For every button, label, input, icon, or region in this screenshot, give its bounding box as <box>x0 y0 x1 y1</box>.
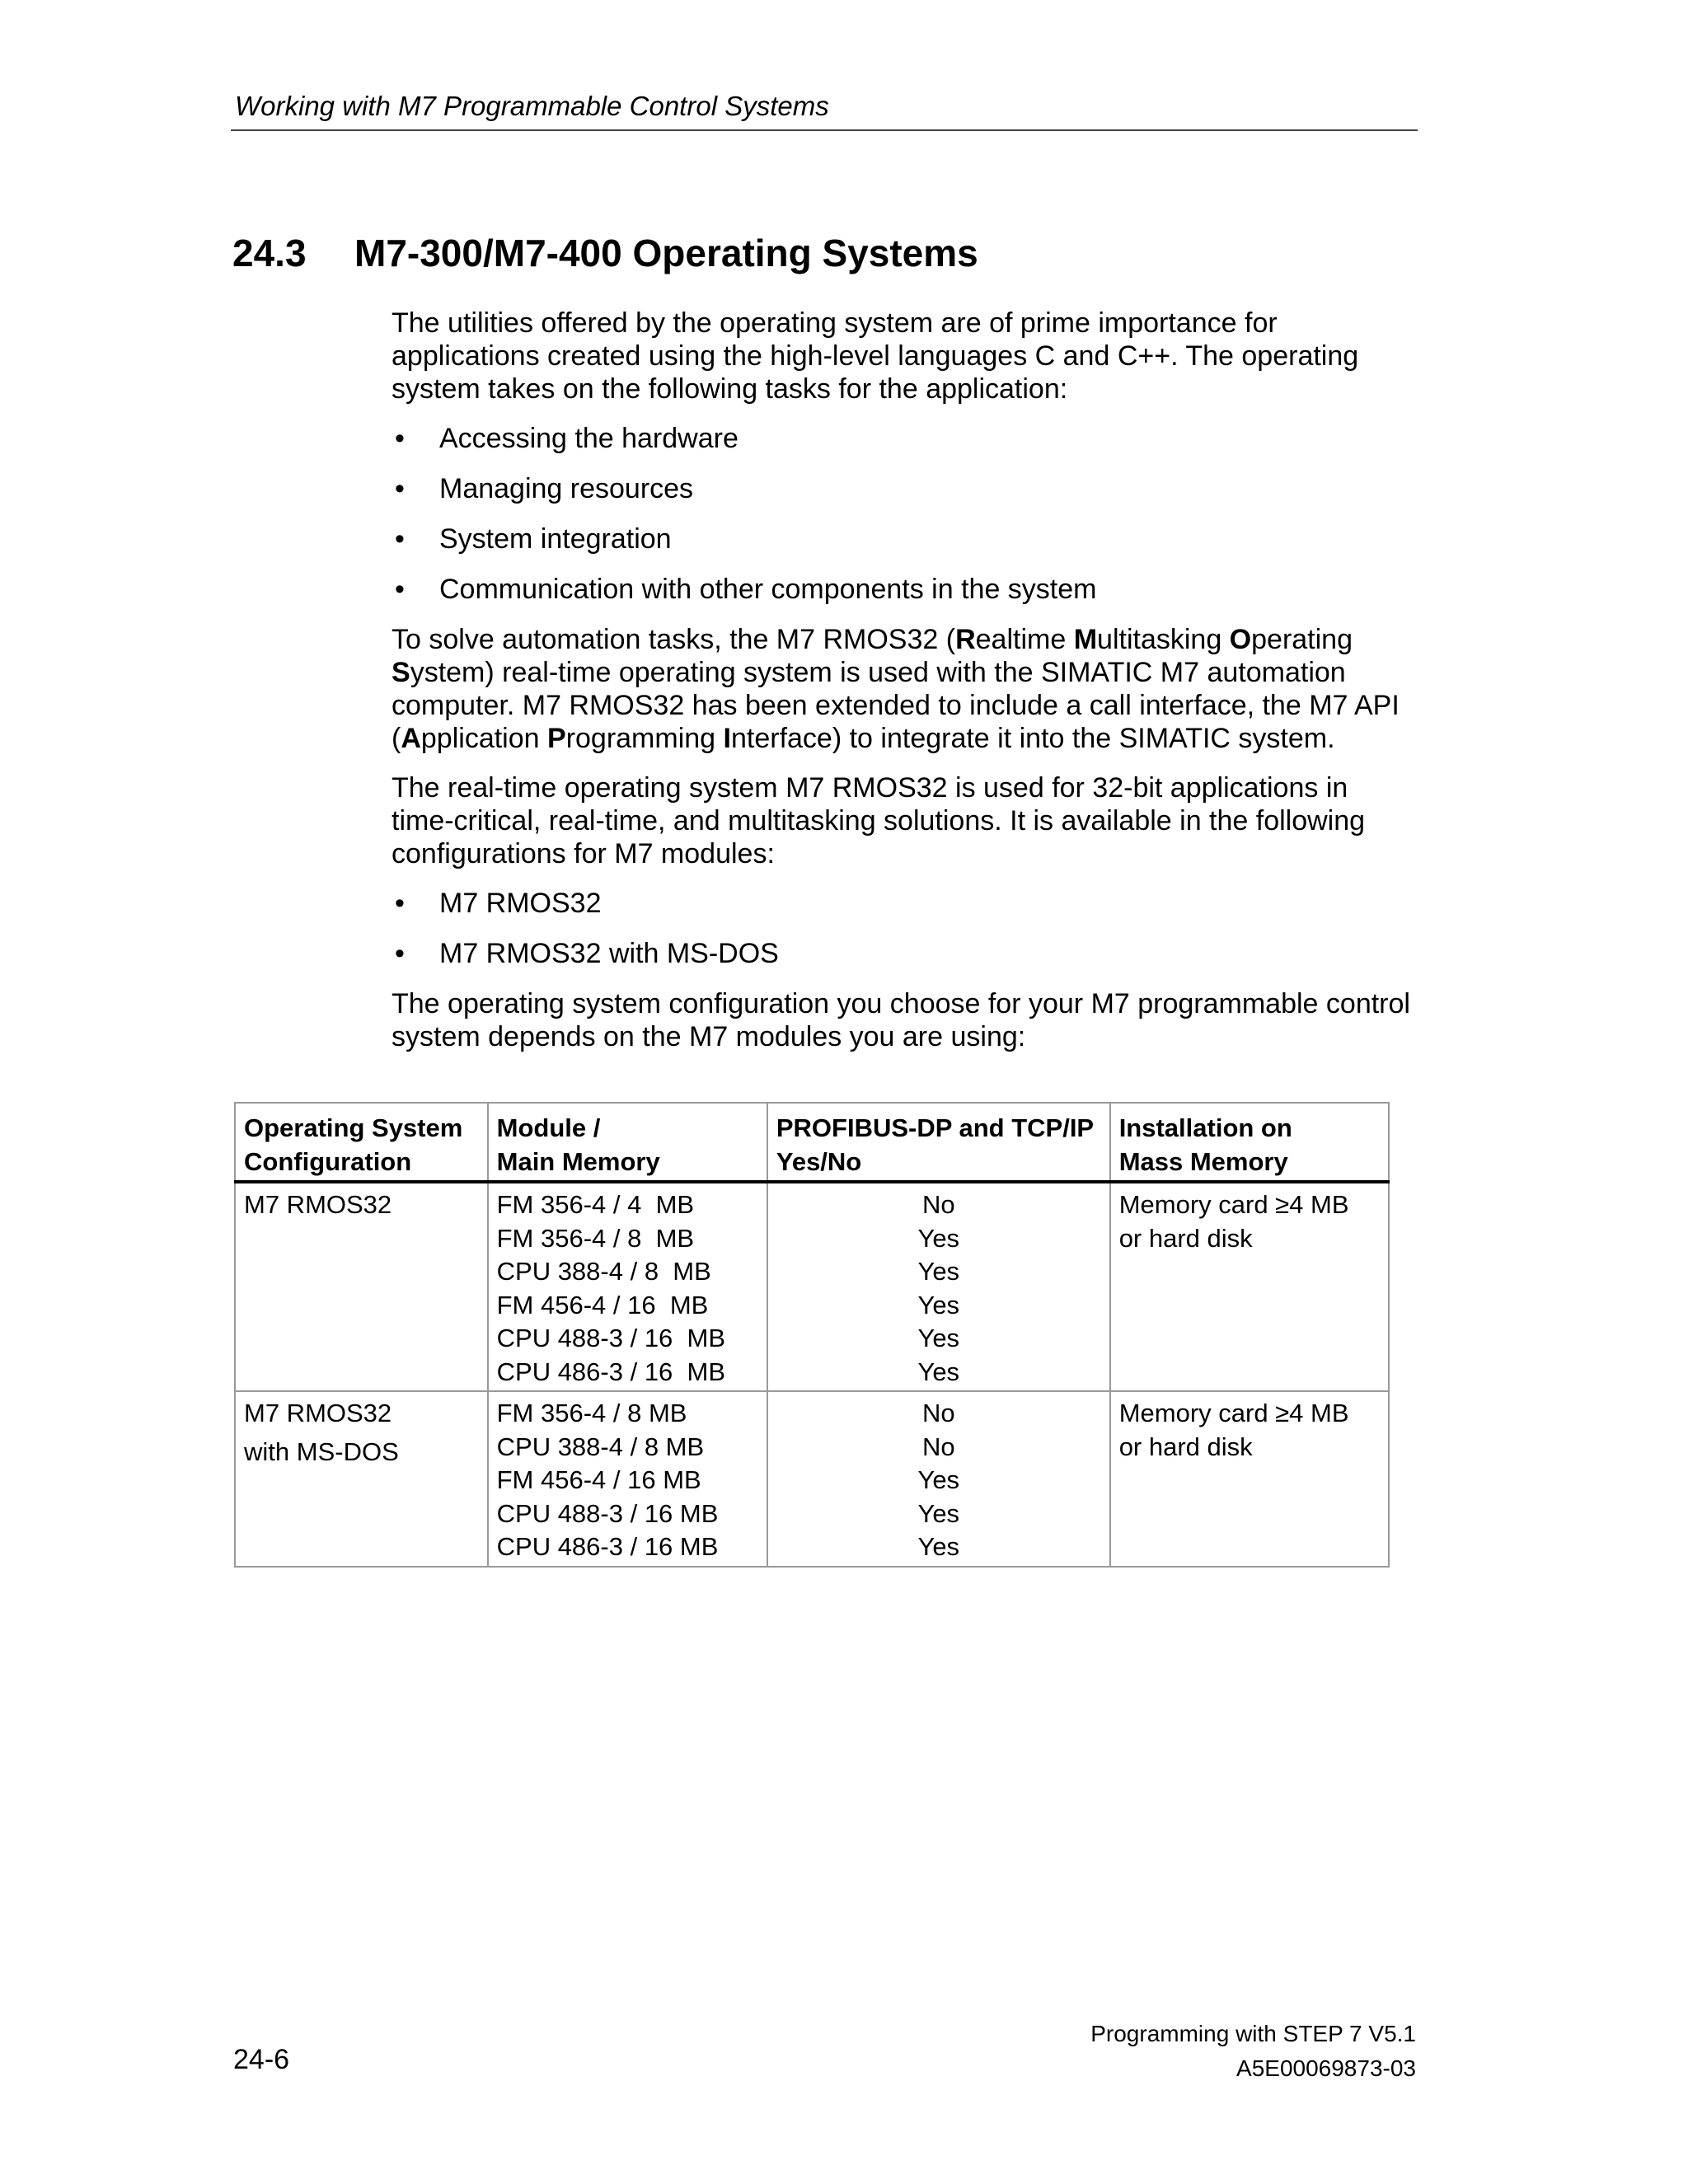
task-list <box>392 422 1414 606</box>
bullet-icon: • <box>395 523 405 555</box>
choice-paragraph: The operating system configuration you choose for your M7 programmable control system depends on the M7 modules you are using: <box>392 988 1410 1052</box>
profibus-cell: No No Yes Yes Yes <box>767 1391 1110 1567</box>
header-profibus: PROFIBUS-DP and TCP/IP Yes/No <box>767 1103 1110 1182</box>
modules-cell: FM 356-4 / 8 MB CPU 388-4 / 8 MB FM 456-4 / 16 MB CPU 488-3 / 16 MB CPU 486-3 / 16 MB <box>488 1391 767 1567</box>
list-item: • Accessing the hardware <box>395 423 738 454</box>
bullet-icon: • <box>395 574 405 605</box>
modules-cell: FM 356-4 / 4 MB FM 356-4 / 8 MB CPU 388-4 / 8 MB FM 456-4 / 16 MB CPU 488-3 / 16 MB CPU 486-3 / 16 MB <box>488 1182 767 1391</box>
list-item: • Communication with other components in the system <box>395 574 1097 605</box>
realtime-paragraph: The real-time operating system M7 RMOS32 is used for 32-bit applications in time-critical, real-time, and multitasking solutions. It is available in the following configurations for M7 modules: <box>392 772 1366 869</box>
footer-document-info <box>1090 2017 1416 2086</box>
section-heading <box>232 231 978 275</box>
section-number: 24.3 <box>232 232 307 274</box>
installation-cell: Memory card ≥4 MB or hard disk <box>1110 1182 1389 1391</box>
header-installation: Installation on Mass Memory <box>1110 1103 1389 1182</box>
os-configuration-table <box>234 1102 1390 1568</box>
installation-cell: Memory card ≥4 MB or hard disk <box>1110 1391 1389 1567</box>
table-row <box>235 1182 1389 1391</box>
section-title: M7-300/M7-400 Operating Systems <box>354 232 978 274</box>
bullet-icon: • <box>395 938 405 969</box>
table-header-row <box>235 1103 1389 1182</box>
list-item: • System integration <box>395 523 672 555</box>
table-row <box>235 1391 1389 1567</box>
list-item: • M7 RMOS32 <box>395 888 602 919</box>
bullet-icon: • <box>395 888 405 919</box>
config-cell: M7 RMOS32 with MS-DOS <box>235 1391 488 1567</box>
intro-paragraph: The utilities offered by the operating system are of prime importance for applications created using the high-level languages C and C++. The operating system takes on the following tasks for the application: <box>392 307 1359 405</box>
list-item: • M7 RMOS32 with MS-DOS <box>395 938 779 969</box>
page-number: 24-6 <box>233 2044 290 2075</box>
running-header: Working with M7 Programmable Control Systems <box>235 91 829 121</box>
header-module-memory: Module / Main Memory <box>488 1103 767 1182</box>
body-content <box>392 307 1414 1070</box>
footer-doc-title: Programming with STEP 7 V5.1 <box>1090 2021 1416 2046</box>
rmos-paragraph: To solve automation tasks, the M7 RMOS32 (Realtime Multitasking Operating System) real-time operating system is used with the SIMATIC M7 automation computer. M7 RMOS32 has been extended to include a call interface, the M7 API (Application Programming Interface) to integrate it into the SIMATIC system. <box>392 624 1400 754</box>
footer-doc-number: A5E00069873-03 <box>1236 2055 1416 2081</box>
bullet-icon: • <box>395 423 405 454</box>
config-list <box>392 887 1414 970</box>
header-divider <box>231 129 1418 131</box>
profibus-cell: No Yes Yes Yes Yes Yes <box>767 1182 1110 1391</box>
list-item: • Managing resources <box>395 473 694 504</box>
config-cell: M7 RMOS32 <box>235 1182 488 1391</box>
header-os-configuration: Operating System Configuration <box>235 1103 488 1182</box>
bullet-icon: • <box>395 473 405 504</box>
